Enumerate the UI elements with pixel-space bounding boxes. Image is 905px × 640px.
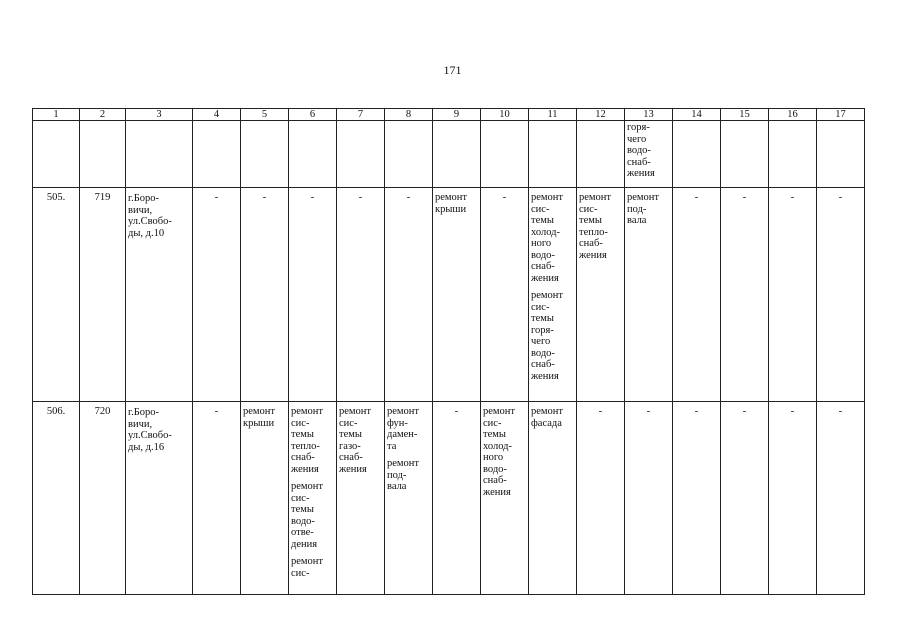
cell: - [817, 188, 865, 402]
page-number: 171 [443, 63, 462, 77]
cell-text: ремонт сис- темы водо- отве- дения [291, 481, 324, 550]
column-number: 10 [481, 109, 529, 121]
table-row [33, 402, 865, 595]
row-number: 506. [33, 402, 80, 595]
column-number: 3 [126, 109, 193, 121]
row-id: 719 [80, 188, 126, 402]
cell: - [289, 188, 337, 402]
column-number: 17 [817, 109, 865, 121]
cell-text: ремонт под- вала [387, 458, 420, 492]
cell: - [241, 188, 289, 402]
column-number-row [33, 109, 865, 121]
cell-text: ремонт сис- темы горя- чего водо- снаб- жения [531, 290, 564, 382]
continuation-row [33, 121, 865, 188]
cell: - [385, 188, 433, 402]
column-number: 15 [721, 109, 769, 121]
cell: - [673, 188, 721, 402]
column-number: 7 [337, 109, 385, 121]
cell-text: ремонт фасада [531, 406, 564, 429]
address: г.Боро- вичи, ул.Свобо- ды, д.16 [128, 407, 172, 453]
cell-text: ремонт сис- темы холод- ного водо- снаб- жения [531, 192, 564, 284]
cell: - [721, 402, 769, 595]
column-number: 16 [769, 109, 817, 121]
cell-text: ремонт сис- [291, 556, 324, 579]
cell: - [481, 188, 529, 402]
column-number: 12 [577, 109, 625, 121]
cell: - [337, 188, 385, 402]
column-number: 6 [289, 109, 337, 121]
cell: - [769, 188, 817, 402]
column-number: 1 [33, 109, 80, 121]
cell-text: ремонт фун- дамен- та [387, 406, 420, 452]
cell: - [721, 188, 769, 402]
cell-text: ремонт крыши [243, 406, 276, 429]
cell: - [577, 402, 625, 595]
cell-text: ремонт сис- темы тепло- снаб- жения [579, 192, 612, 261]
column-number: 8 [385, 109, 433, 121]
column-number: 2 [80, 109, 126, 121]
cell: - [193, 402, 241, 595]
cell-text: ремонт крыши [435, 192, 468, 215]
table-row [33, 188, 865, 402]
cell-text: ремонт сис- темы холод- ного водо- снаб- жения [483, 406, 516, 498]
cell: - [817, 402, 865, 595]
cell: - [673, 402, 721, 595]
cell: - [769, 402, 817, 595]
cell-text: ремонт сис- темы газо- снаб- жения [339, 406, 372, 475]
column-number: 14 [673, 109, 721, 121]
cell-text: ремонт под- вала [627, 192, 660, 226]
column-number: 5 [241, 109, 289, 121]
cell: - [625, 402, 673, 595]
address: г.Боро- вичи, ул.Свобо- ды, д.10 [128, 193, 172, 239]
row-id: 720 [80, 402, 126, 595]
column-number: 4 [193, 109, 241, 121]
repair-schedule-table [32, 108, 865, 595]
cell-text: горя- чего водо- снаб- жения [627, 122, 655, 179]
cell: - [433, 402, 481, 595]
cell: - [193, 188, 241, 402]
column-number: 13 [625, 109, 673, 121]
column-number: 11 [529, 109, 577, 121]
row-number: 505. [33, 188, 80, 402]
column-number: 9 [433, 109, 481, 121]
cell-text: ремонт сис- темы тепло- снаб- жения [291, 406, 324, 475]
